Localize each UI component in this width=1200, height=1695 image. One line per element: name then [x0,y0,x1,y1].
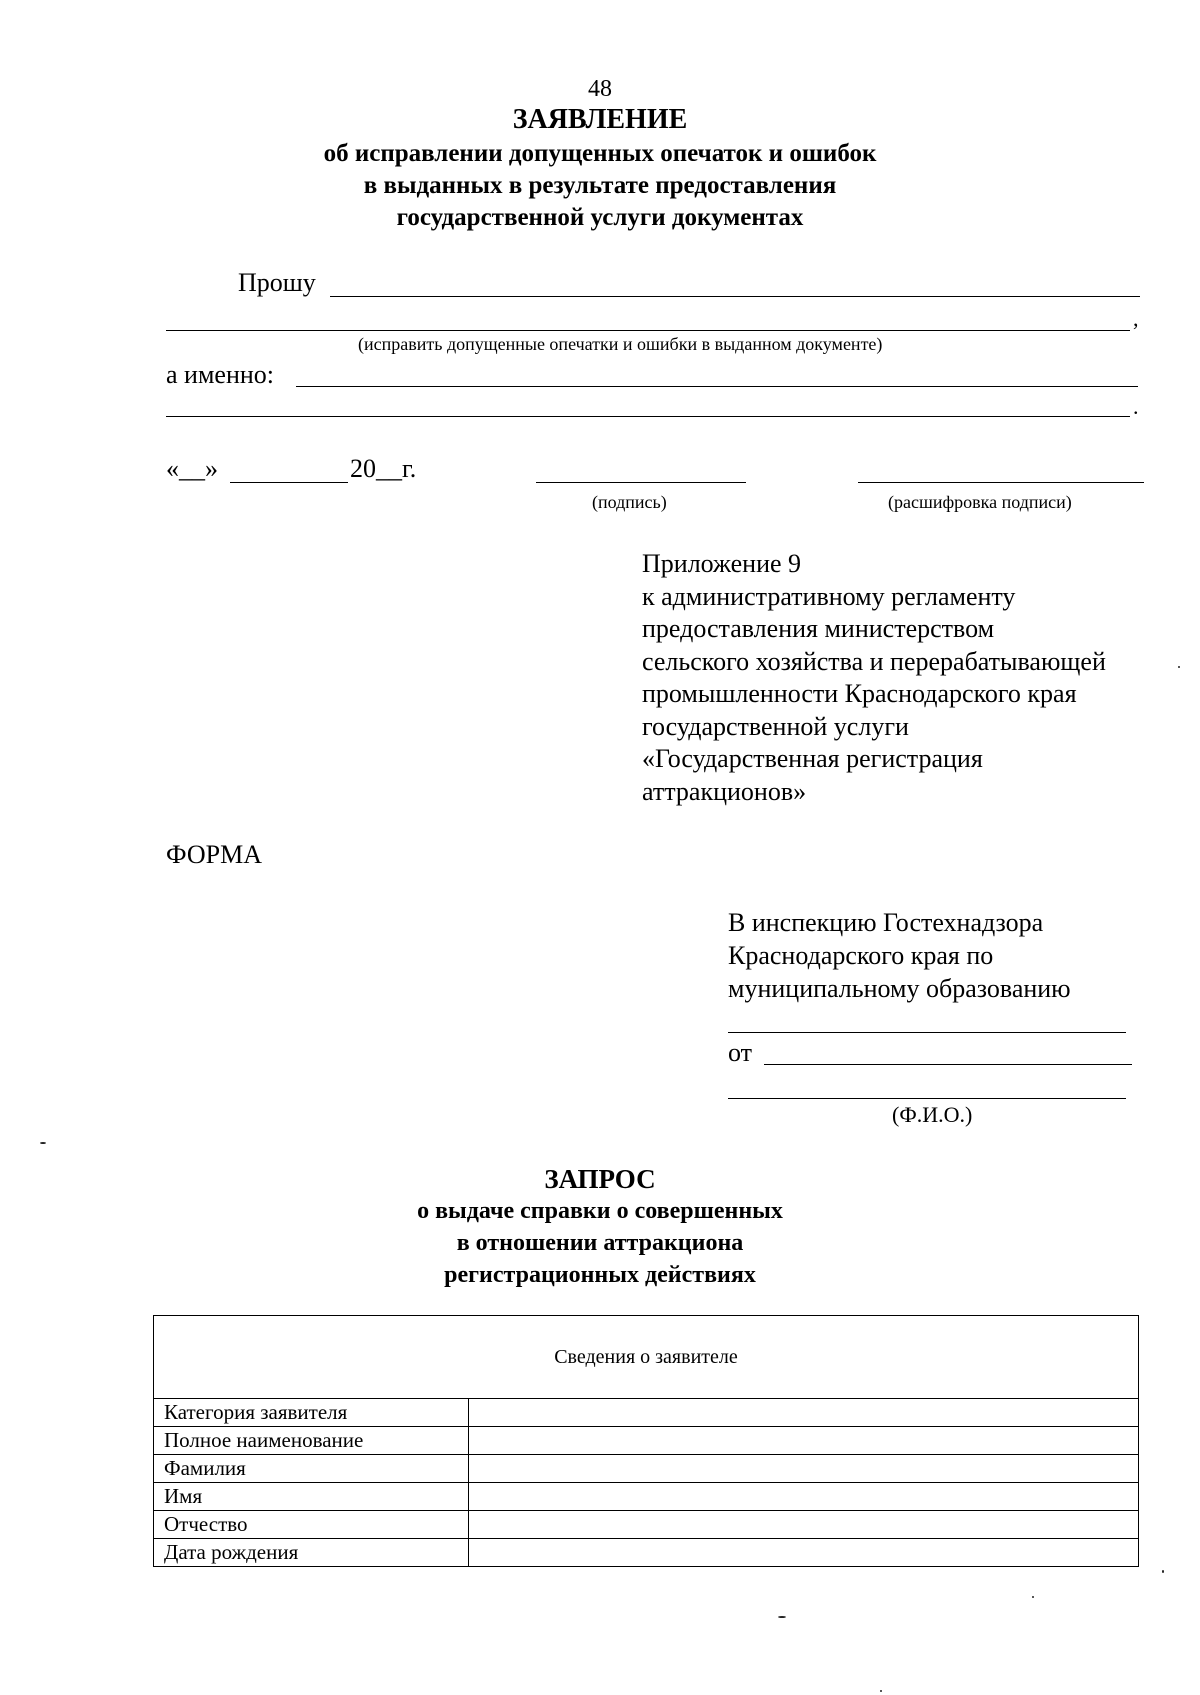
addressee-line-2: Краснодарского края по [728,941,994,970]
namely-label: а именно: [166,360,274,389]
form-label: ФОРМА [166,840,262,869]
signature-hint: (подпись) [592,492,667,512]
table-row-label: Отчество [154,1511,469,1539]
applicant-table [153,1315,1139,1567]
request-subtitle-3: регистрационных действиях [444,1262,756,1288]
appendix-line-2: к административному регламенту [642,581,1016,611]
request-subtitle-2: в отношении аттракциона [456,1230,744,1256]
appendix-line-3: предоставления министерством [642,614,995,643]
table-row-label: Дата рождения [154,1539,469,1567]
date-day: «__» [166,454,218,483]
table-row [154,1399,1139,1427]
request-title: ЗАПРОС [544,1164,656,1194]
fio-fill-line[interactable] [728,1098,1126,1099]
namely-fill-line-2[interactable] [166,416,1130,417]
table-row-value-cell[interactable] [469,1511,1139,1539]
from-fill-line[interactable] [764,1064,1132,1065]
appendix-line-8: аттракционов» [642,776,807,806]
signature-decode-line[interactable] [858,482,1144,483]
table-row [154,1483,1139,1511]
signature-decode-hint: (расшифровка подписи) [888,492,1072,512]
scan-speck [1162,1570,1164,1573]
table-row-value-cell[interactable] [469,1455,1139,1483]
fix-hint: (исправить допущенные опечатки и ошибки в выданном документе) [358,334,883,354]
comma-mark: , [1133,306,1139,331]
from-label: от [728,1038,753,1067]
scan-speck [1178,666,1180,668]
appendix-block [642,548,1106,808]
appendix-line-6: государственной услуги [642,711,909,741]
scan-speck [778,1616,786,1618]
prosu-fill-line[interactable] [330,296,1140,297]
table-row-value-cell[interactable] [469,1539,1139,1567]
fio-hint: (Ф.И.О.) [892,1102,973,1127]
prosu-label: Прошу [238,268,316,297]
addressee-line-3: муниципальному образованию [728,974,1071,1003]
table-row-label: Имя [154,1483,469,1511]
addressee-line-1: В инспекцию Гостехнадзора [728,908,1044,937]
table-header-row [154,1316,1139,1399]
addressee-block [728,906,1071,1005]
appendix-line-5: промышленности Краснодарского края [642,679,1077,708]
table-row [154,1511,1139,1539]
table-row [154,1455,1139,1483]
scan-speck [880,1690,882,1692]
table-row [154,1539,1139,1567]
appendix-line-7: «Государственная регистрация [642,744,983,773]
table-row-label: Категория заявителя [154,1399,469,1427]
appendix-line-4: сельского хозяйства и перерабатывающей [642,646,1106,676]
namely-fill-line[interactable] [296,386,1138,387]
table-row-value-cell[interactable] [469,1399,1139,1427]
table-row-value-cell[interactable] [469,1427,1139,1455]
signature-line[interactable] [536,482,746,483]
application-subtitle-1: об исправлении допущенных опечаток и ошибок [323,140,877,167]
date-year: 20__г. [350,454,417,483]
page-number: 48 [588,76,612,102]
period-mark: . [1133,394,1139,419]
prosu-fill-line-2[interactable] [166,330,1130,331]
application-subtitle-3: государственной услуги документах [396,204,804,231]
request-subtitle-1: о выдаче справки о совершенных [417,1198,783,1224]
table-row [154,1427,1139,1455]
application-title: ЗАЯВЛЕНИЕ [512,104,688,135]
municipality-fill-line[interactable] [728,1032,1126,1033]
application-subtitle-2: в выданных в результате предоставления [363,172,837,199]
table-header: Сведения о заявителе [154,1316,1139,1399]
appendix-line-1: Приложение 9 [642,549,802,578]
table-row-label: Полное наименование [154,1427,469,1455]
scan-speck [40,1142,46,1144]
table-row-label: Фамилия [154,1455,469,1483]
table-row-value-cell[interactable] [469,1483,1139,1511]
scan-speck [1032,1596,1034,1598]
date-month-line[interactable] [230,482,348,483]
